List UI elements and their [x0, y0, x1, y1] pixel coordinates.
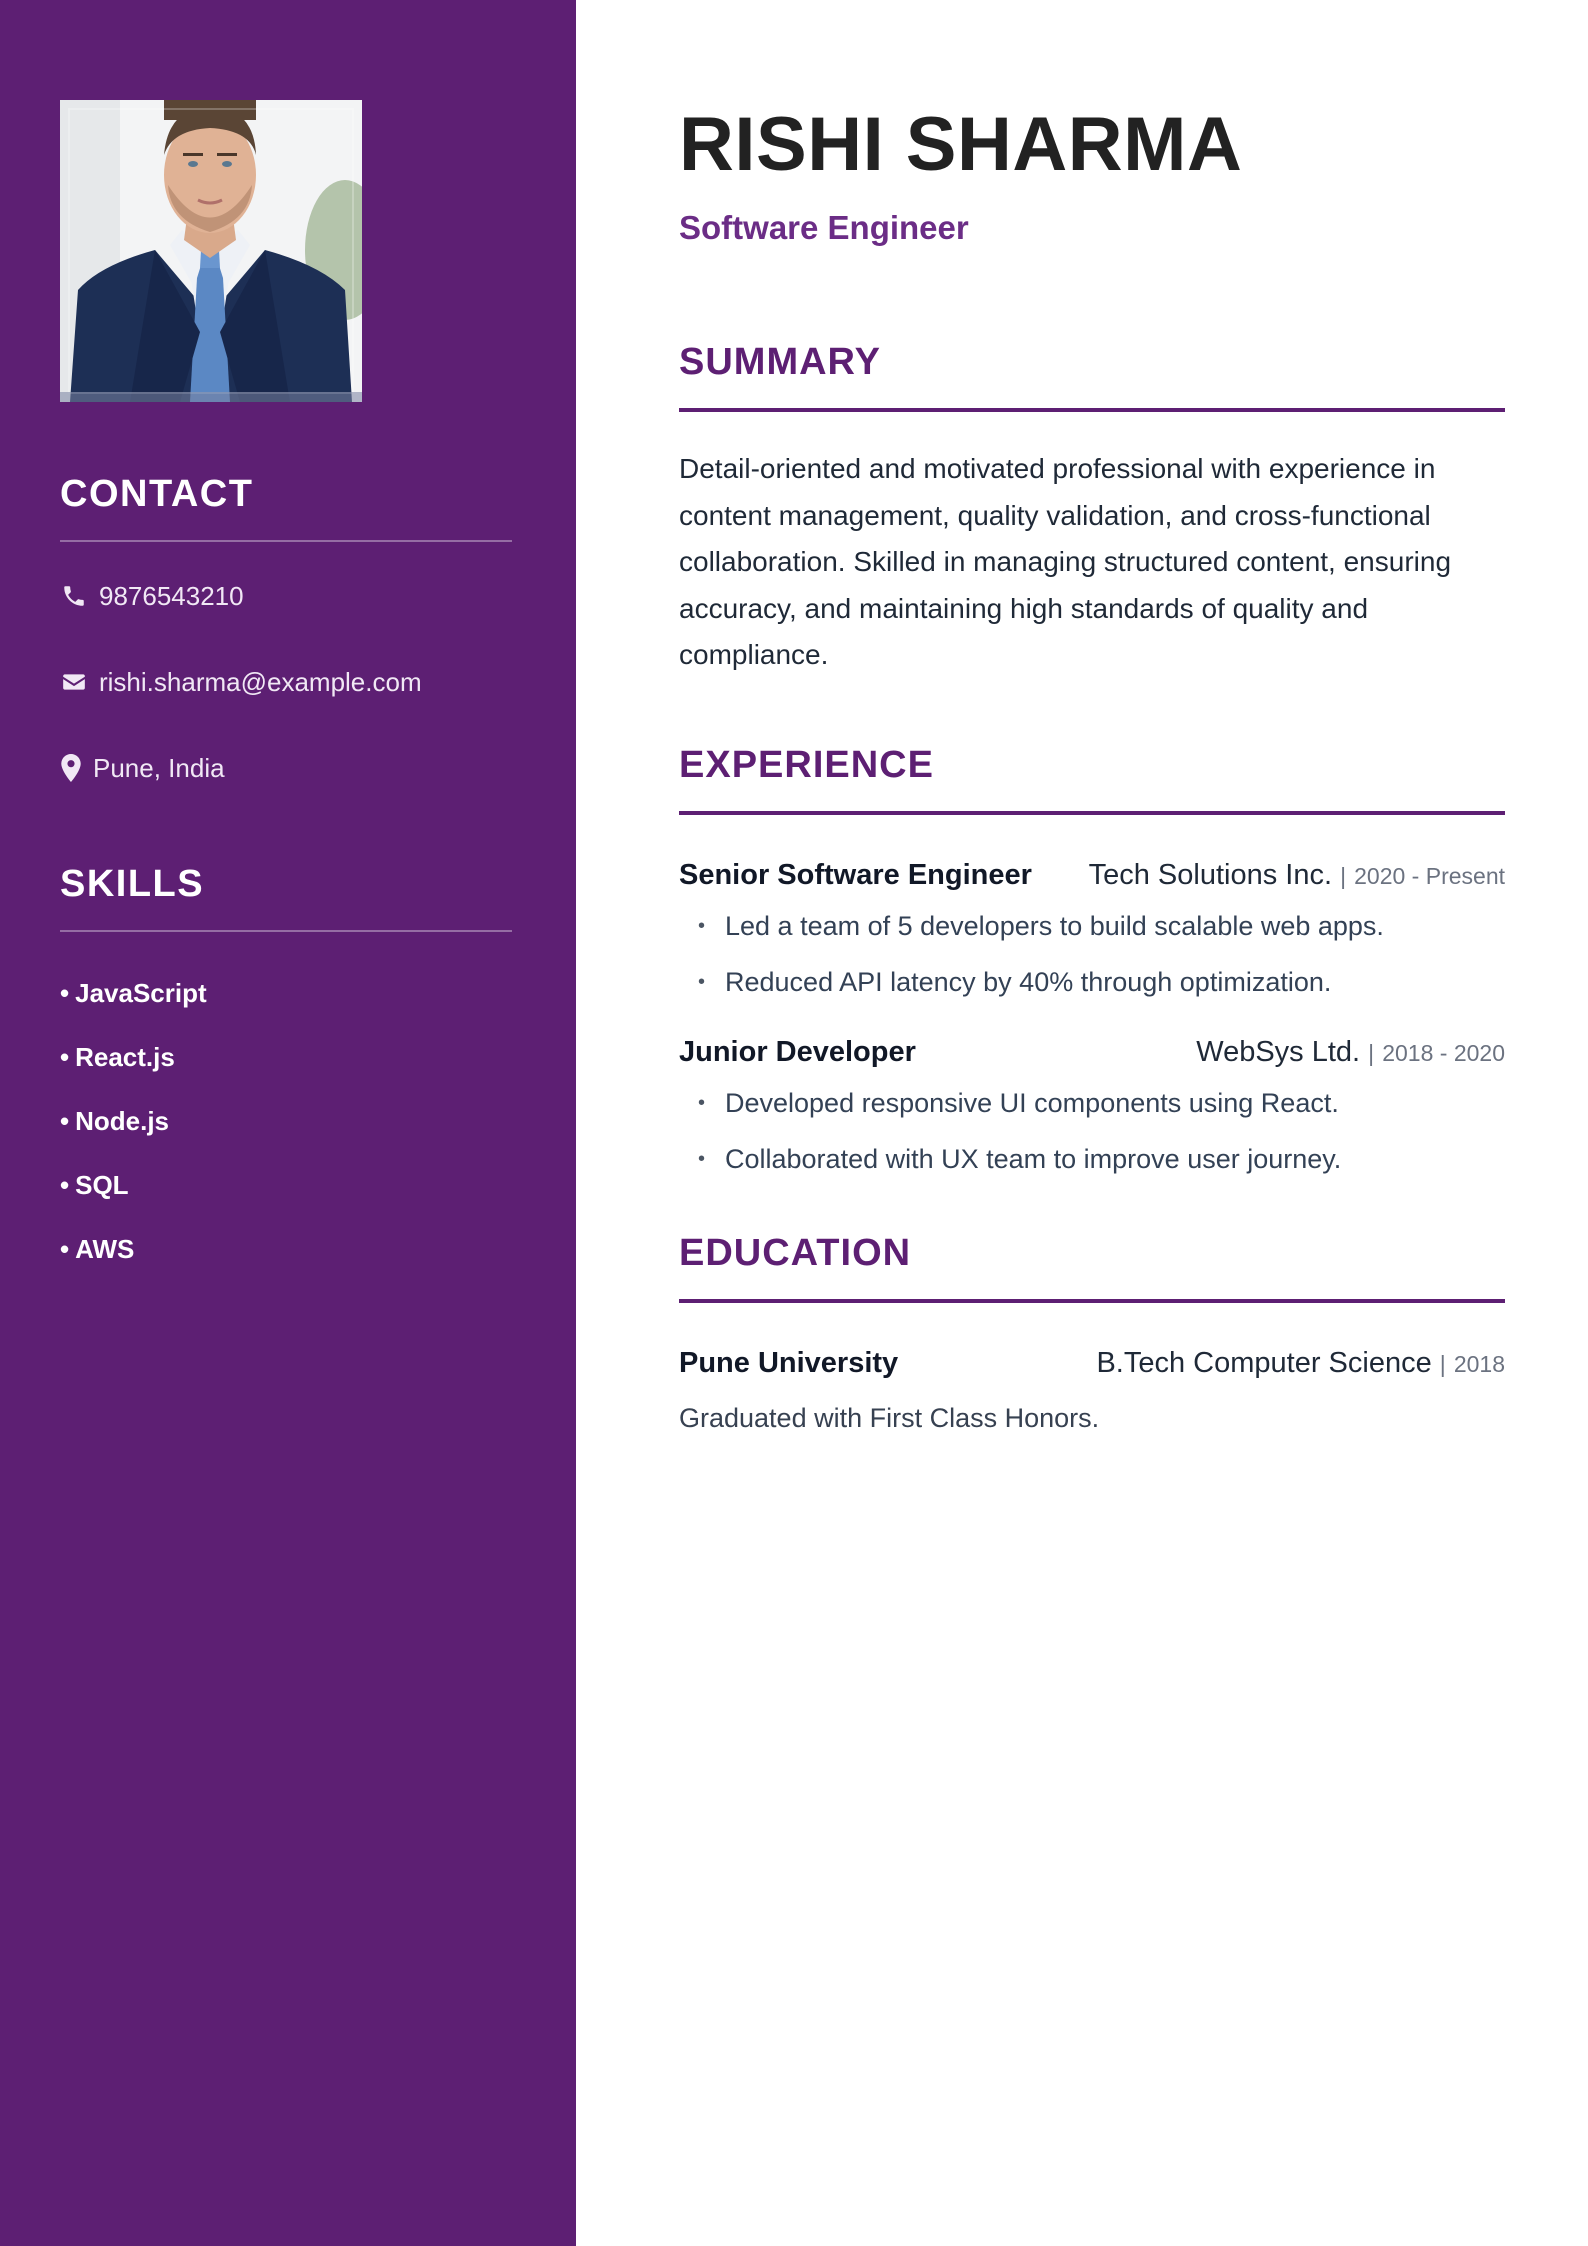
bullet-icon: • [60, 1042, 70, 1072]
job-bullets [679, 1085, 1505, 1177]
bullet-icon: • [60, 1234, 70, 1264]
education-heading: EDUCATION [679, 1231, 912, 1274]
bullet-icon: • [60, 1106, 70, 1136]
contact-phone-value: 9876543210 [99, 580, 244, 611]
skill-label: Node.js [75, 1106, 170, 1136]
contact-list [60, 576, 516, 788]
school-name: Pune University [679, 1346, 899, 1379]
meta-separator: | [1368, 1039, 1375, 1066]
degree: B.Tech Computer Science [1096, 1346, 1432, 1379]
skill-item [60, 976, 516, 1010]
phone-icon [60, 582, 88, 610]
profile-photo [60, 100, 362, 402]
summary-section [679, 340, 1505, 679]
job-entry [679, 1032, 1505, 1177]
education-meta [1096, 1343, 1505, 1384]
job-dates: 2020 - Present [1354, 862, 1505, 889]
job-header [679, 855, 1505, 896]
bullet-text: Reduced API latency by 40% through optimization. [725, 966, 1332, 997]
contact-heading: CONTACT [60, 473, 254, 515]
experience-heading: EXPERIENCE [679, 743, 934, 786]
skill-label: AWS [75, 1234, 135, 1264]
job-bullet [679, 964, 1505, 1000]
bullet-icon: • [698, 1147, 706, 1170]
contact-section [60, 472, 516, 788]
job-bullet [679, 1141, 1505, 1177]
skills-divider [60, 930, 512, 932]
job-dates: 2018 - 2020 [1382, 1039, 1505, 1066]
job-entry [679, 855, 1505, 1000]
map-pin-icon [60, 754, 82, 782]
skill-item [60, 1040, 516, 1074]
summary-divider [679, 408, 1505, 412]
contact-location-value: Pune, India [93, 752, 225, 783]
skill-item [60, 1232, 516, 1266]
bullet-text: Led a team of 5 developers to build scalable web apps. [725, 910, 1384, 941]
job-meta [1089, 855, 1505, 896]
job-bullet [679, 1085, 1505, 1121]
education-divider [679, 1299, 1505, 1303]
job-company: Tech Solutions Inc. [1088, 858, 1333, 891]
education-entry [679, 1343, 1505, 1436]
job-bullets [679, 908, 1505, 1000]
meta-separator: | [1439, 1350, 1446, 1377]
contact-email[interactable] [60, 662, 516, 702]
contact-divider [60, 540, 512, 542]
experience-divider [679, 811, 1505, 815]
skill-item [60, 1168, 516, 1202]
education-header [679, 1343, 1505, 1384]
job-title: Junior Developer [679, 1035, 916, 1068]
job-bullet [679, 908, 1505, 944]
job-header [679, 1032, 1505, 1073]
contact-phone[interactable] [60, 576, 516, 616]
main-content [576, 0, 1588, 2246]
bullet-icon: • [698, 914, 706, 937]
summary-text: Detail-oriented and motivated professional with experience in content management, quality validation, and cross-functional collaboration. Skilled in managing structured content, ensuring accuracy, and maintaining high standards of quality and compliance. [679, 453, 1452, 670]
education-note: Graduated with First Class Honors. [679, 1402, 1100, 1433]
portrait-illustration [60, 100, 362, 402]
experience-section [679, 743, 1505, 1177]
bullet-icon: • [698, 1091, 706, 1114]
skills-heading: SKILLS [60, 863, 205, 905]
skills-section [60, 862, 516, 1266]
envelope-icon [60, 668, 88, 696]
job-company: WebSys Ltd. [1196, 1035, 1361, 1068]
education-section [679, 1231, 1505, 1436]
contact-location [60, 748, 516, 788]
job-title: Senior Software Engineer [679, 858, 1032, 891]
job-meta [1196, 1032, 1505, 1073]
meta-separator: | [1340, 862, 1347, 889]
skills-list [60, 976, 516, 1266]
bullet-icon: • [60, 978, 70, 1008]
skill-label: React.js [75, 1042, 175, 1072]
skill-label: SQL [75, 1170, 129, 1200]
bullet-icon: • [698, 970, 706, 993]
candidate-name: RISHI SHARMA [679, 102, 1243, 187]
bullet-text: Developed responsive UI components using React. [725, 1087, 1339, 1118]
skill-item [60, 1104, 516, 1138]
bullet-text: Collaborated with UX team to improve user journey. [725, 1143, 1342, 1174]
bullet-icon: • [60, 1170, 70, 1200]
skill-label: JavaScript [75, 978, 207, 1008]
candidate-title: Software Engineer [679, 209, 969, 246]
contact-email-value: rishi.sharma@example.com [99, 666, 422, 697]
summary-heading: SUMMARY [679, 341, 881, 383]
sidebar [0, 0, 576, 2246]
graduation-year: 2018 [1453, 1350, 1505, 1377]
